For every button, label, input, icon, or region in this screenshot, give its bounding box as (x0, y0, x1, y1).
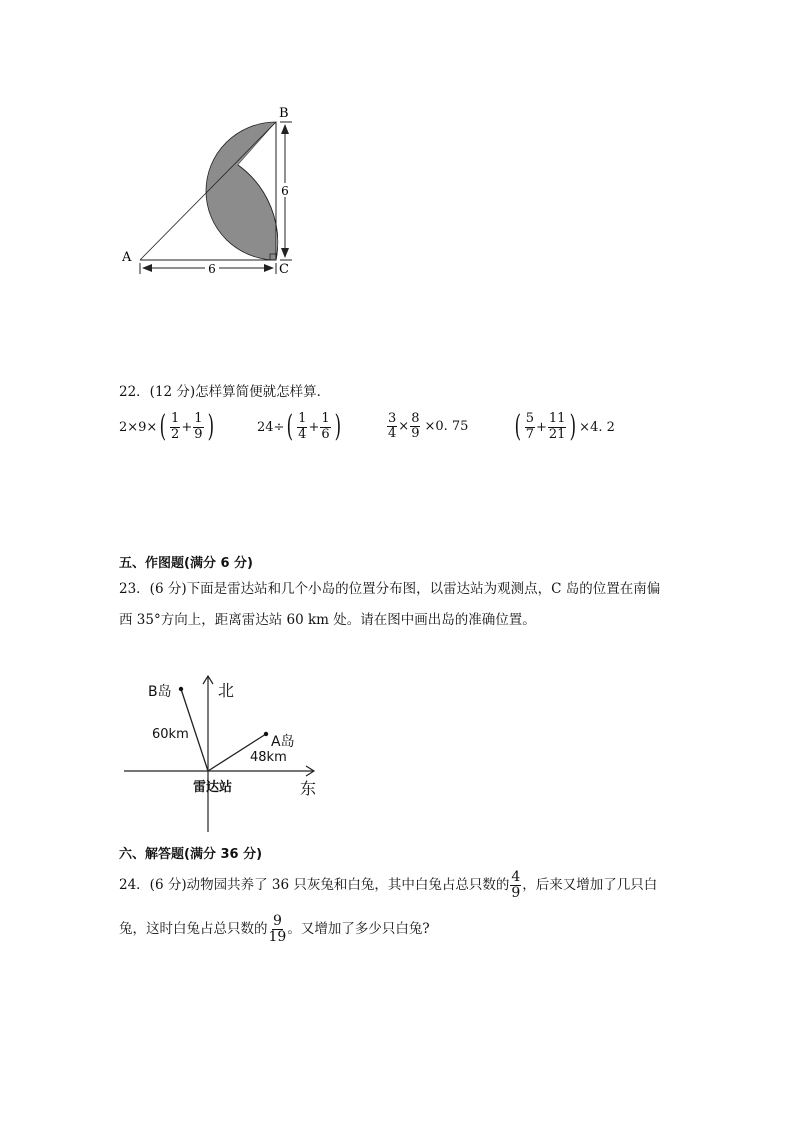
q23-text-line-1: 23．(6 分)下面是雷达站和几个小岛的位置分布图，以雷达站为观测点，C 岛的位置在南偏 (119, 581, 661, 597)
q23-text-line-2: 西 35°方向上，距离雷达站 60 km 处。请在图中画出岛的准确位置。 (119, 612, 536, 628)
q24-text-line-2: 兔，这时白兔占总只数的 $\frac{9}{19}$ 。又增加了多少只白兔? (119, 913, 430, 946)
fraction: $\frac{1}{6}$ (321, 411, 330, 442)
east-label: 东 (300, 779, 317, 798)
island-b-label: B岛 (148, 684, 172, 700)
fraction: $\frac{1}{2}$ (171, 411, 180, 442)
fraction: $\frac{11}{21}$ (548, 411, 566, 442)
label-c: C (279, 262, 289, 277)
q22-header: 22．(12 分)怎样算简便就怎样算． (119, 384, 331, 400)
radar-station-label: 雷达站 (193, 780, 233, 795)
section-6-title: 六、解答题(满分 36 分) (119, 847, 263, 862)
q22-expr-3: $\frac{3}{4}$ × $\frac{8}{9}$ ×0. 75 (388, 411, 469, 442)
island-b-point (179, 687, 183, 691)
label-b: B (279, 106, 289, 121)
q22-expr-1: 2×9× ( $\frac{1}{2}$ + $\frac{1}{9}$ ) (119, 409, 214, 444)
north-label: 北 (218, 681, 235, 700)
fraction: $\frac{3}{4}$ (388, 411, 397, 442)
ac-length-label: 6 (208, 262, 216, 276)
fraction: $\frac{1}{9}$ (194, 411, 203, 442)
bc-length-label: 6 (281, 184, 289, 198)
island-a-point (264, 732, 268, 736)
q22-expr-4: ( $\frac{5}{7}$ + $\frac{11}{21}$ ) ×4. 2 (514, 409, 615, 444)
section-5-title: 五、作图题(满分 6 分) (119, 556, 253, 571)
q24-text-line-1: 24．(6 分)动物园共养了 36 只灰兔和白兔，其中白兔占总只数的 $\frac{4}{9}$ ，后来又增加了几只白 (119, 869, 658, 902)
island-a-label: A岛 (271, 734, 295, 750)
fraction-4-9: $\frac{4}{9}$ (511, 869, 521, 902)
q22-expr-2: 24÷ ( $\frac{1}{4}$ + $\frac{1}{6}$ ) (257, 409, 341, 444)
fraction-9-19: $\frac{9}{19}$ (268, 913, 287, 946)
fraction: $\frac{8}{9}$ (411, 411, 420, 442)
fraction: $\frac{1}{4}$ (298, 411, 307, 442)
distance-a-label: 48km (250, 750, 287, 765)
label-a: A (122, 250, 132, 265)
fraction: $\frac{5}{7}$ (525, 411, 534, 442)
geometry-figure (110, 100, 310, 280)
distance-b-label: 60km (152, 727, 189, 742)
